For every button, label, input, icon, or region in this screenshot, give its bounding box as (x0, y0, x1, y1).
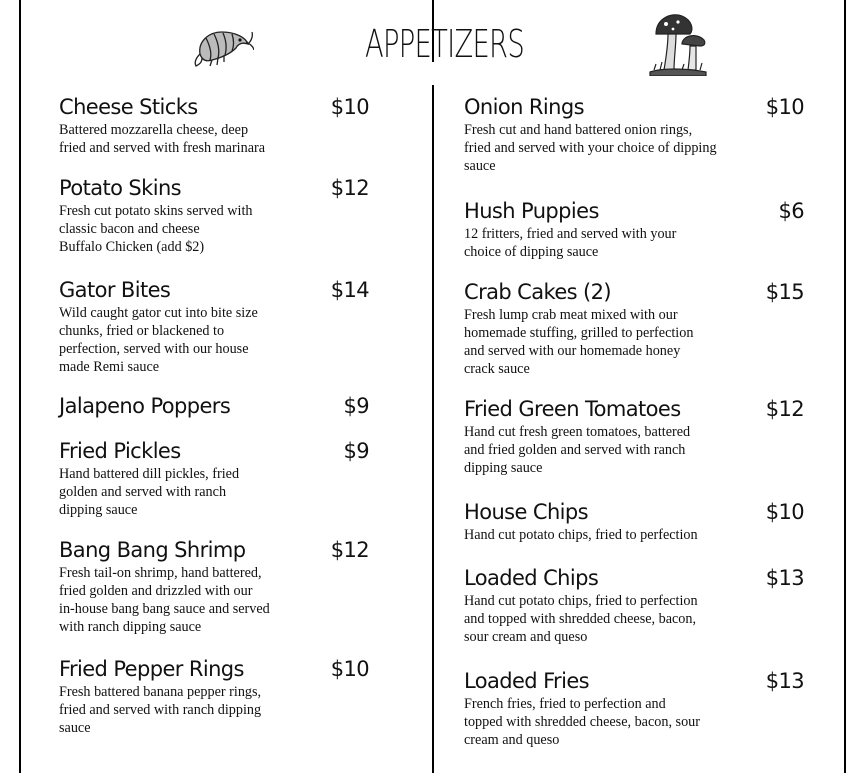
item-description: Hand cut fresh green tomatoes, battered and fried golden and served with ranch dipping sauce (464, 424, 691, 476)
menu-item (59, 175, 369, 256)
item-description: Hand battered dill pickles, fried golden and served with ranch dipping sauce (59, 466, 240, 518)
item-price: $10 (330, 95, 369, 119)
item-name: Fried Green Tomatoes (464, 397, 681, 421)
left-border-line (19, 0, 21, 773)
menu-item (59, 94, 369, 157)
menu-item (464, 94, 804, 175)
item-price: $9 (343, 394, 369, 418)
item-description: Fresh cut potato skins served with classic bacon and cheese Buffalo Chicken (add $2) (59, 203, 253, 255)
item-description: Fresh lump crab meat mixed with our homemade stuffing, grilled to perfection and served with our homemade honey crack sauce (464, 307, 694, 377)
item-name: Fried Pickles (59, 439, 181, 463)
item-name: Loaded Chips (464, 566, 599, 590)
menu-item (464, 279, 804, 378)
item-price: $13 (765, 669, 804, 693)
item-description: Wild caught gator cut into bite size chunks, fried or blackened to perfection, served with our house made Remi sauce (59, 305, 258, 375)
item-price: $9 (343, 439, 369, 463)
item-price: $12 (330, 538, 369, 562)
menu-item (464, 565, 804, 646)
mushroom-icon (646, 10, 708, 76)
item-price: $10 (330, 657, 369, 681)
menu-item (464, 198, 804, 261)
right-border-line (844, 0, 846, 773)
menu-item (59, 438, 369, 519)
item-price: $6 (778, 199, 804, 223)
item-name: Onion Rings (464, 95, 584, 119)
item-name: Potato Skins (59, 176, 181, 200)
item-name: Cheese Sticks (59, 95, 198, 119)
item-description: Fresh battered banana pepper rings, fried and served with ranch dipping sauce (59, 684, 262, 736)
column-divider (432, 85, 434, 773)
item-price: $14 (330, 278, 369, 302)
item-description: 12 fritters, fried and served with your choice of dipping sauce (464, 226, 677, 260)
item-name: Bang Bang Shrimp (59, 538, 246, 562)
item-name: House Chips (464, 500, 588, 524)
item-description: Battered mozzarella cheese, deep fried and served with fresh marinara (59, 122, 266, 156)
item-price: $10 (765, 500, 804, 524)
item-name: Gator Bites (59, 278, 171, 302)
item-price: $13 (765, 566, 804, 590)
item-description: Fresh cut and hand battered onion rings, fried and served with your choice of dipping sauce (464, 122, 717, 174)
menu-item (464, 668, 804, 749)
item-name: Fried Pepper Rings (59, 657, 244, 681)
item-description: French fries, fried to perfection and topped with shredded cheese, bacon, sour cream and queso (464, 696, 700, 748)
item-description: Hand cut potato chips, fried to perfection (464, 527, 698, 543)
item-price: $12 (765, 397, 804, 421)
menu-item (464, 396, 804, 477)
item-name: Hush Puppies (464, 199, 599, 223)
item-price: $12 (330, 176, 369, 200)
item-name: Crab Cakes (2) (464, 280, 611, 304)
menu-item (464, 499, 804, 544)
menu-item (59, 656, 369, 737)
menu-item (59, 393, 369, 419)
item-name: Jalapeno Poppers (59, 394, 231, 418)
item-price: $15 (765, 280, 804, 304)
shrimp-icon (192, 24, 254, 70)
page-title: APPETIZERS (365, 22, 524, 66)
item-price: $10 (765, 95, 804, 119)
item-name: Loaded Fries (464, 669, 589, 693)
item-description: Hand cut potato chips, fried to perfection and topped with shredded cheese, bacon, sour cream and queso (464, 593, 698, 645)
menu-item (59, 537, 369, 636)
item-description: Fresh tail-on shrimp, hand battered, fried golden and drizzled with our in-house bang bang sauce and served with ranch dipping sauce (59, 565, 270, 635)
menu-item (59, 277, 369, 376)
